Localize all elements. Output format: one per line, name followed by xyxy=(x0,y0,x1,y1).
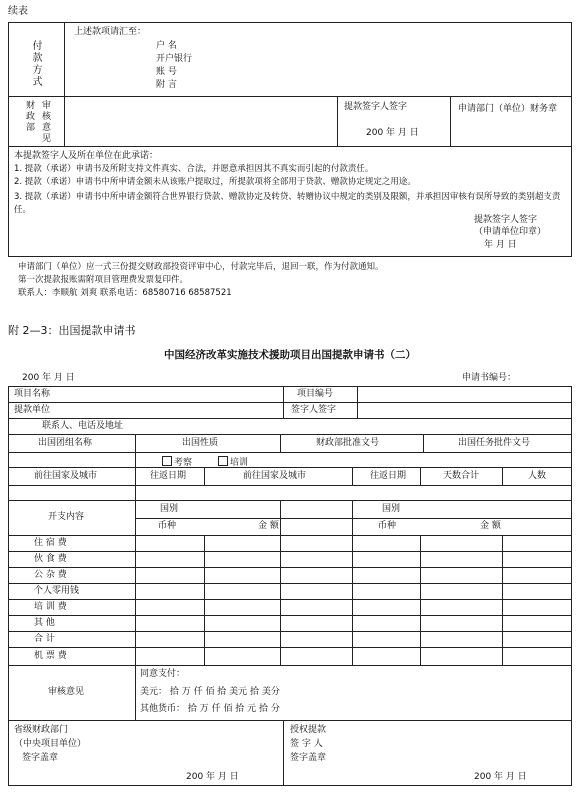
note-label: 附 言 xyxy=(156,80,177,90)
amount-label-2: 金 额 xyxy=(480,521,501,531)
expense-other: 其 他 xyxy=(34,618,55,628)
withdraw-unit-label: 提款单位 xyxy=(14,405,51,415)
form-title: 中国经济改革实施技术援助项目出国提款申请书（二） xyxy=(164,349,416,361)
contact-label: 联系人、电话及地址 xyxy=(42,421,124,431)
pledge-2: 2. 提款（承诺）申请书中所申请金额未从该账户提取过，所提款项将全部用于贷款、赠款协定规定之用途。 xyxy=(14,177,416,187)
pledge-intro: 本提款签字人及所在单位在此承诺： xyxy=(14,151,159,161)
expense-total: 合 计 xyxy=(34,634,55,644)
expense-pocket: 个人零用钱 xyxy=(34,586,80,596)
signer-sign-label: 提款签字人签字 xyxy=(344,102,408,112)
expense-content-label: 开支内容 xyxy=(48,512,85,522)
sign-seal-label-1: 签字盖章 xyxy=(22,753,59,763)
task-doc-label: 出国任务批件文号 xyxy=(458,438,531,448)
amount-label-1: 金 额 xyxy=(258,521,279,531)
expense-misc: 公 杂 费 xyxy=(34,570,67,580)
application-no-label: 申请书编号： xyxy=(462,373,517,383)
agree-pay-label: 同意支付： xyxy=(140,669,186,679)
prov-finance-label: 省级财政部门 xyxy=(14,725,69,735)
days-total-label: 天数合计 xyxy=(443,471,480,481)
dest-country-label-2: 前往国家及城市 xyxy=(243,471,307,481)
review-label: 审核意见 xyxy=(48,687,85,697)
expense-training: 培 训 费 xyxy=(34,602,67,612)
bottom-date-1: 200 年 月 日 xyxy=(186,772,239,782)
expense-lodging: 住 宿 费 xyxy=(34,538,67,548)
remit-to: 上述款项请汇至： xyxy=(74,27,147,37)
central-unit-label: （中央项目单位） xyxy=(14,739,87,749)
pledge-1: 1. 提款（承诺）申请书及所附支持文件真实、合法，并愿意承担因其不真实而引起的付款责任。 xyxy=(14,164,374,174)
nature-label: 出国性质 xyxy=(182,438,219,448)
pledge-sign-stamp: （申请单位印章） xyxy=(474,227,547,237)
payment-method-label: 付款方式 xyxy=(30,40,41,88)
finance-label: 财政部 xyxy=(24,100,34,133)
currency-label-1: 币种 xyxy=(158,521,177,531)
currency-label-2: 币种 xyxy=(378,521,397,531)
bottom-date-2: 200 年 月 日 xyxy=(474,772,527,782)
project-name-label: 项目名称 xyxy=(14,389,51,399)
note-line-2: 第一次提款报账需附项目管理费发票复印件。 xyxy=(18,275,189,285)
pledge-sign-title: 提款签字人签字 xyxy=(474,215,538,225)
pledge-sign-date: 年 月 日 xyxy=(484,240,517,250)
expense-airfare: 机 票 费 xyxy=(34,651,67,661)
sign-seal-label-2: 签字盖章 xyxy=(290,753,327,763)
note-line-1: 申请部门（单位）应一式三份提交财政部投资评审中心，付款完毕后，退回一联，作为付款通知。 xyxy=(18,262,384,272)
signer-person-label: 签 字 人 xyxy=(290,739,323,749)
pledge-3: 3. 提款（承诺）申请书中所申请金额符合世界银行贷款、赠款协定及转贷、转赠协议中规定的类别及限额，并承担因审核有误所导致的类别超支责任。 xyxy=(14,192,561,215)
dest-country-label: 前往国家及城市 xyxy=(34,471,98,481)
appendix-label: 附 2—3：出国提款申请书 xyxy=(8,324,136,337)
persons-label: 人数 xyxy=(528,471,547,481)
project-no-label: 项目编号 xyxy=(297,389,334,399)
depart-date-label-1: 往返日期 xyxy=(150,471,187,481)
country-label-1: 国别 xyxy=(160,504,179,514)
training-checkbox[interactable] xyxy=(218,456,228,466)
bank-label: 开户银行 xyxy=(156,54,193,64)
account-no-label: 账 号 xyxy=(156,67,177,77)
form-date: 200 年 月 日 xyxy=(22,373,75,383)
expense-meals: 伙 食 费 xyxy=(34,554,67,564)
depart-date-label-2: 往返日期 xyxy=(370,471,407,481)
account-name-label: 户 名 xyxy=(156,41,177,51)
inspect-checkbox[interactable] xyxy=(162,456,172,466)
training-option[interactable]: 培训 xyxy=(218,456,248,469)
note-line-3: 联系人：李顺航 刘爽 联系电话：68580716 68587521 xyxy=(18,288,232,298)
auth-withdraw-label: 授权提款 xyxy=(290,725,327,735)
mof-doc-label: 财政部批准文号 xyxy=(316,438,380,448)
country-label-2: 国别 xyxy=(382,504,401,514)
usd-amount-line: 美元： 拾 万 仟 佰 拾 美元 拾 美分 xyxy=(140,687,280,697)
delegation-name-label: 出国团组名称 xyxy=(38,438,93,448)
review-opinion-label: 审核意见 xyxy=(40,100,50,144)
signer-label: 签字人签字 xyxy=(291,405,337,415)
inspect-option[interactable]: 考察 xyxy=(162,456,192,469)
applicant-finance-seal: 申请部门（单位）财务章 xyxy=(458,104,558,114)
continued-label: 续表 xyxy=(8,6,28,17)
finance-date: 200 年 月 日 xyxy=(366,128,419,138)
other-currency-line: 其他货币： 拾 万 仟 佰 拾 元 拾 分 xyxy=(140,704,280,714)
